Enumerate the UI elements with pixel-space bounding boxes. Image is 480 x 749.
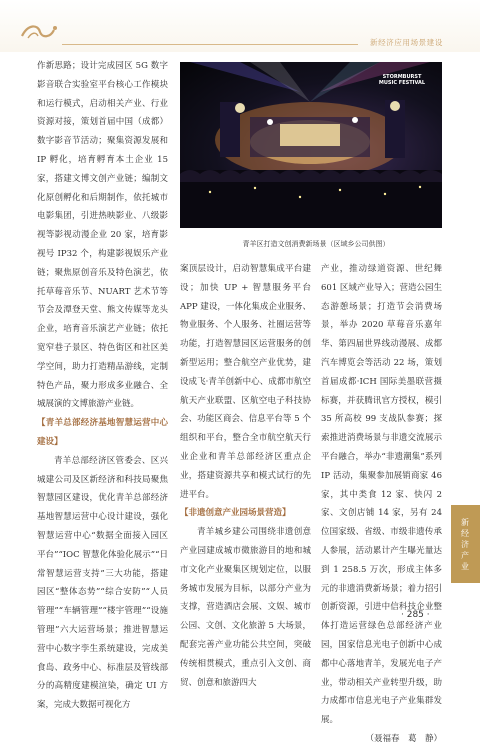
text-column-1 — [37, 57, 168, 711]
paragraph: 青羊城乡建公司围绕非遗创意产业园建成城市微旅游目的地和城市文化产业聚集区规划定位，以服务城市发展为目标，以部分产业为支撑，营造酒店会展、文娱、城市公园、文创、文化旅游 5 大场景，配套完善产业功能公共空间，突破传统相贯模式，重点引入文创、商贸、创意和旅游四大 — [180, 527, 311, 688]
paragraph: 作新思路；设计完成园区 5G 数字影音联合实验室平台核心工作模块和运行模式，启动相关产业、行业资源对接，策划首届中国（成都）数字影音节活动；聚集资源发展和 IP 孵化，培育孵育本土企业 15 家，搭建文博文创产业链；编制文化原创孵化和后期制作，依托城市电影集团，引进热映影业、八级影视等影视动漫企业 20 家，培育影视号 IP32 个，构建影视娱乐产业链；聚焦原创音乐及特色演艺，依托草莓音乐节、NUART 艺术节等节会及潭登天堂、熊文传媒等龙头企业，培育音乐演艺产业链；依托宽窄巷子景区、特色街区和社区美学空间，助力打造精品游线，定制特色产品，聚力形成多业融合、全城展演的文博旅游产业链。 — [37, 61, 168, 410]
page-number: · 285 · — [401, 610, 430, 620]
photo-caption: 青羊区打造文创消费新场景（区域乡公司供图） — [242, 240, 390, 248]
paragraph: 青羊总部经济区管委会、区兴城建公司及区新经济和科技局聚焦智慧园区建设，优化青羊总部经济基地智慧运营中心设计建设，强化智慧运营中心“数据全面接入园区平台”“IOC 智慧化体验化展示”“日常智慧运营支持”三大功能，搭建园区“整体态势”“综合安防”“人员管理”“车辆管理”“楼宇管理”“设施管理”六大运营场景；推进智慧运营中心数字孪生系统建设，完成美食岛、政务中心、标准层及管线部分的高精度建模渲染，确定 UI 方案，完成大数据可视化方 — [37, 455, 168, 711]
section-heading: 【非遗创意产业园场景营造】 — [180, 508, 291, 519]
author-signature: （聂福春 葛 静） — [365, 733, 442, 744]
side-tab-label: 新经济产业 — [461, 518, 469, 571]
text-column-3 — [321, 260, 442, 744]
section-heading: 【青羊总部经济基地智慧运营中心建设】 — [37, 418, 168, 447]
text-column-2 — [180, 260, 311, 688]
festival-logo-text: STORMBURST MUSIC FESTIVAL — [378, 74, 426, 86]
paragraph: 产业，推动绿道资源、世纪舞 601 区域产业导入；营造公园生态游憩场景；打造节会消费场景，举办 2020 草莓音乐嘉年华、第四届世界线动漫展、成都汽车博览会等活动 22 场，策划首届成都·ICH 国际美墨联营摄标赛，并获腾讯官方授权，模引 35 所高校 99 支战队参赛；探索推进消费场景与非遗交流展示平台融合，举办“非遗潮集”系列 IP 活动，集聚参加展销商家 46 家，其中类食 12 家、快闪 2 家、文创店铺 14 家，另有 24 位国家级、省级、市级非遗传承人参展，活动累计产生曝光量达到 1 258.5 万次，形成主体多元的非遗消费新场景；着力招引创新资源，引进中信科技企业整体打造运营绿色总部经济产业园，国家信息光电子创新中心成都中心落地青羊，发展光电子产业，带动相关产业转型升级，助力成都市信息光电子产业集群发展。 — [321, 264, 442, 726]
festival-photo — [180, 62, 442, 228]
side-section-tab — [451, 505, 480, 583]
section-title: 新经济应用场景建设 — [370, 38, 443, 47]
paragraph: 案顶层设计，启动智慧集成平台建设；加快 UP + 智慧服务平台 APP 建设，一体化集成企业服务、物业服务、个人服务、社圈运营等功能，打造智慧园区运营服务的创新型运用；整合航空产业优势，建设成飞·青羊创新中心、成都市航空航天产业联盟、区航空电子科技协会、功能区商会、信息平台等 5 个组织和平台，整合全市航空航天行业企业和青羊总部经济区重点企业，搭建资源共享和模式试行的先进平台。 — [180, 264, 311, 500]
decorative-swirl-icon — [20, 20, 60, 42]
header-rule — [62, 44, 358, 45]
